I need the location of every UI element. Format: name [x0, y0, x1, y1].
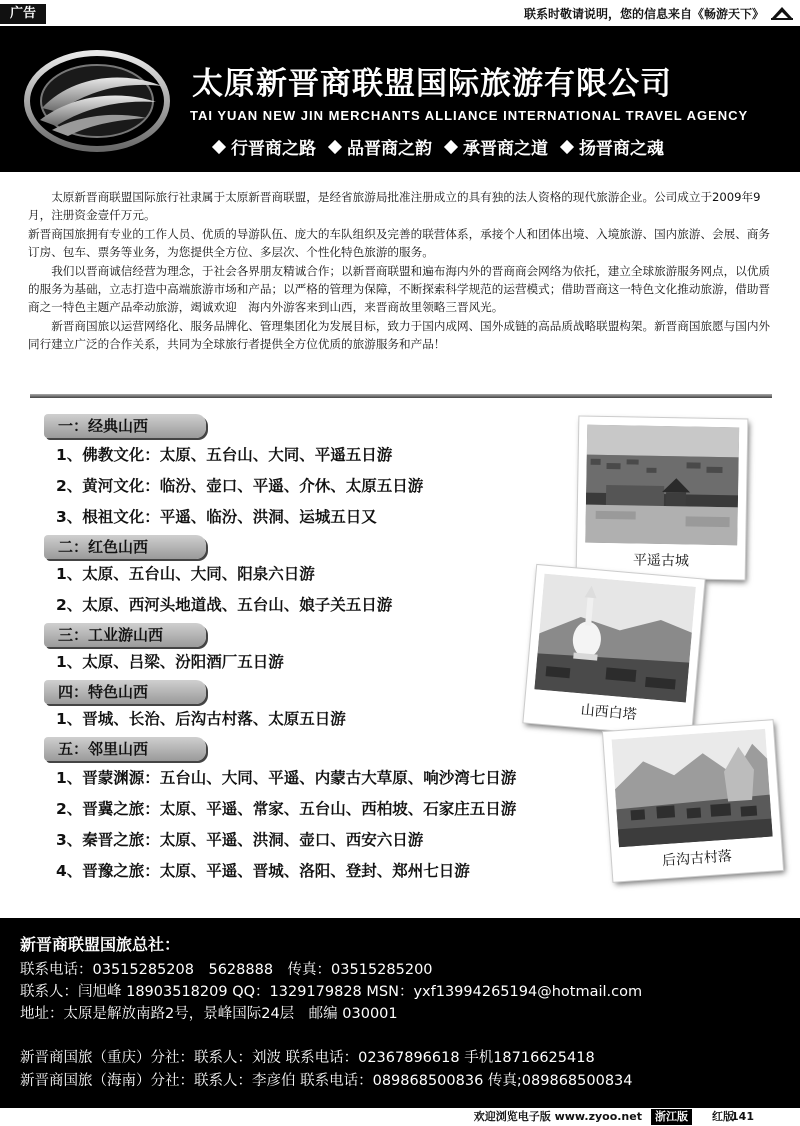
- section-divider: [30, 394, 772, 398]
- route-item: 2、黄河文化：临汾、壶口、平遥、介休、太原五日游: [56, 477, 424, 495]
- top-strip: [0, 0, 800, 26]
- hq-phone: 联系电话：03515285208 5628888 传真：03515285200: [20, 962, 433, 978]
- route-list: [44, 414, 614, 887]
- photo-caption: 平遥古城: [632, 552, 690, 570]
- pingyao-city-image: [585, 425, 739, 546]
- photo-caption: 山西白塔: [580, 702, 638, 724]
- white-pagoda-image: [534, 574, 696, 703]
- magazine-logo-icon: [770, 4, 794, 22]
- intro-paragraph: 太原新晋商联盟国际旅行社隶属于太原新晋商联盟，是经省旅游局批准注册成立的具有独的法人资格的现代旅游企业。公司成立于2009年9月，注册资金壹仟万元。: [28, 190, 761, 223]
- section-heading: 四：特色山西: [44, 680, 206, 704]
- photo-pingyao: [577, 417, 748, 580]
- contact-footer: [0, 918, 800, 1108]
- section-heading: 一：经典山西: [44, 414, 206, 438]
- slogan: 品晋商之韵: [330, 134, 432, 159]
- page-number: 141: [731, 1110, 754, 1123]
- route-item: 1、太原、吕梁、汾阳酒厂五日游: [56, 653, 284, 671]
- diamond-icon: [212, 139, 226, 153]
- company-logo-icon: [22, 46, 172, 156]
- slogan-row: [214, 134, 664, 159]
- source-notice: 联系时敬请说明，您的信息来自《畅游天下》: [523, 7, 764, 21]
- intro-paragraph: 新晋商国旅以运营网络化、服务品牌化、管理集团化为发展目标，致力于国内成网、国外成链的高品质战略联盟构架。新晋商国旅愿与国内外同行建立广泛的合作关系，共同为全球旅行者提供全方位优质的旅游服务和产品！: [28, 318, 771, 352]
- website-notice: 欢迎浏览电子版 www.zyoo.net: [473, 1110, 642, 1123]
- route-item: 2、晋冀之旅：太原、平遥、常家、五台山、西柏坡、石家庄五日游: [56, 800, 517, 818]
- branch-chongqing: 新晋商国旅（重庆）分社：联系人：刘波 联系电话：02367896618 手机18716625418: [20, 1050, 595, 1066]
- route-item: 4、晋豫之旅：太原、平遥、晋城、洛阳、登封、郑州七日游: [56, 862, 470, 880]
- route-item: 3、根祖文化：平遥、临汾、洪洞、运城五日又: [56, 508, 377, 526]
- route-item: 3、秦晋之旅：太原、平遥、洪洞、壶口、西安六日游: [56, 831, 424, 849]
- ad-label: 广告: [0, 4, 46, 24]
- photo-hougou: [603, 720, 783, 881]
- photo-white-pagoda: [523, 565, 704, 737]
- photo-caption: 后沟古村落: [661, 848, 733, 870]
- diamond-icon: [444, 139, 458, 153]
- diamond-icon: [560, 139, 574, 153]
- hougou-village-image: [612, 729, 773, 847]
- hq-address: 地址：太原是解放南路2号，景峰国际24层 邮编 030001: [20, 1006, 398, 1022]
- section-heading: 三：工业游山西: [44, 623, 206, 647]
- route-item: 2、太原、西河头地道战、五台山、娘子关五日游: [56, 596, 393, 614]
- hq-title: 新晋商联盟国旅总社：: [20, 935, 181, 954]
- company-name-en: TAI YUAN NEW JIN MERCHANTS ALLIANCE INTERNATIONAL TRAVEL AGENCY: [190, 108, 749, 123]
- route-item: 1、佛教文化：太原、五台山、大同、平遥五日游: [56, 446, 393, 464]
- section-heading: 五：邻里山西: [44, 737, 206, 761]
- diamond-icon: [328, 139, 342, 153]
- color-edition: 红版: [712, 1110, 734, 1123]
- slogan: 扬晋商之魂: [562, 134, 664, 159]
- company-name-cn: 太原新晋商联盟国际旅游有限公司: [192, 66, 672, 102]
- route-item: 1、晋城、长治、后沟古村落、太原五日游: [56, 710, 346, 728]
- hq-contact: 联系人：闫旭峰 18903518209 QQ：1329179828 MSN：yxf13994265194@hotmail.com: [20, 984, 643, 1000]
- company-header: [0, 26, 800, 172]
- route-item: 1、晋蒙渊源：五台山、大同、平遥、内蒙古大草原、响沙湾七日游: [56, 769, 517, 787]
- slogan: 承晋商之道: [446, 134, 548, 159]
- section-heading: 二：红色山西: [44, 535, 206, 559]
- slogan: 行晋商之路: [214, 134, 316, 159]
- bottom-strip: [0, 1108, 800, 1126]
- intro-paragraph: 新晋商国旅拥有专业的工作人员、优质的导游队伍、庞大的车队组织及完善的联营体系，承接个人和团体出境、入境旅游、国内旅游、会展、商务订房、包车、票务等业务，为您提供全方位、多层次、个性化特色旅游的服务。: [28, 226, 771, 260]
- route-item: 1、太原、五台山、大同、阳泉六日游: [56, 565, 315, 583]
- branch-hainan: 新晋商国旅（海南）分社：联系人：李彦伯 联系电话：089868500836 传真;089868500834: [20, 1073, 633, 1089]
- intro-paragraph: 我们以晋商诚信经营为理念，于社会各界朋友精诚合作；以新晋商联盟和遍布海内外的晋商商会网络为依托，建立全球旅游服务网点，以优质的服务为基础，立志打造中高端旅游市场和产品；以严格的管理为保障，不断探索科学规范的运营模式；借助晋商这一特色文化推动旅游，借助晋商之一特色主题产品牵动旅游，竭诚欢迎 海内外游客来到山西，来晋商故里领略三晋风光。: [28, 263, 771, 315]
- company-intro: [28, 188, 770, 354]
- edition-badge: 浙江版: [651, 1109, 692, 1125]
